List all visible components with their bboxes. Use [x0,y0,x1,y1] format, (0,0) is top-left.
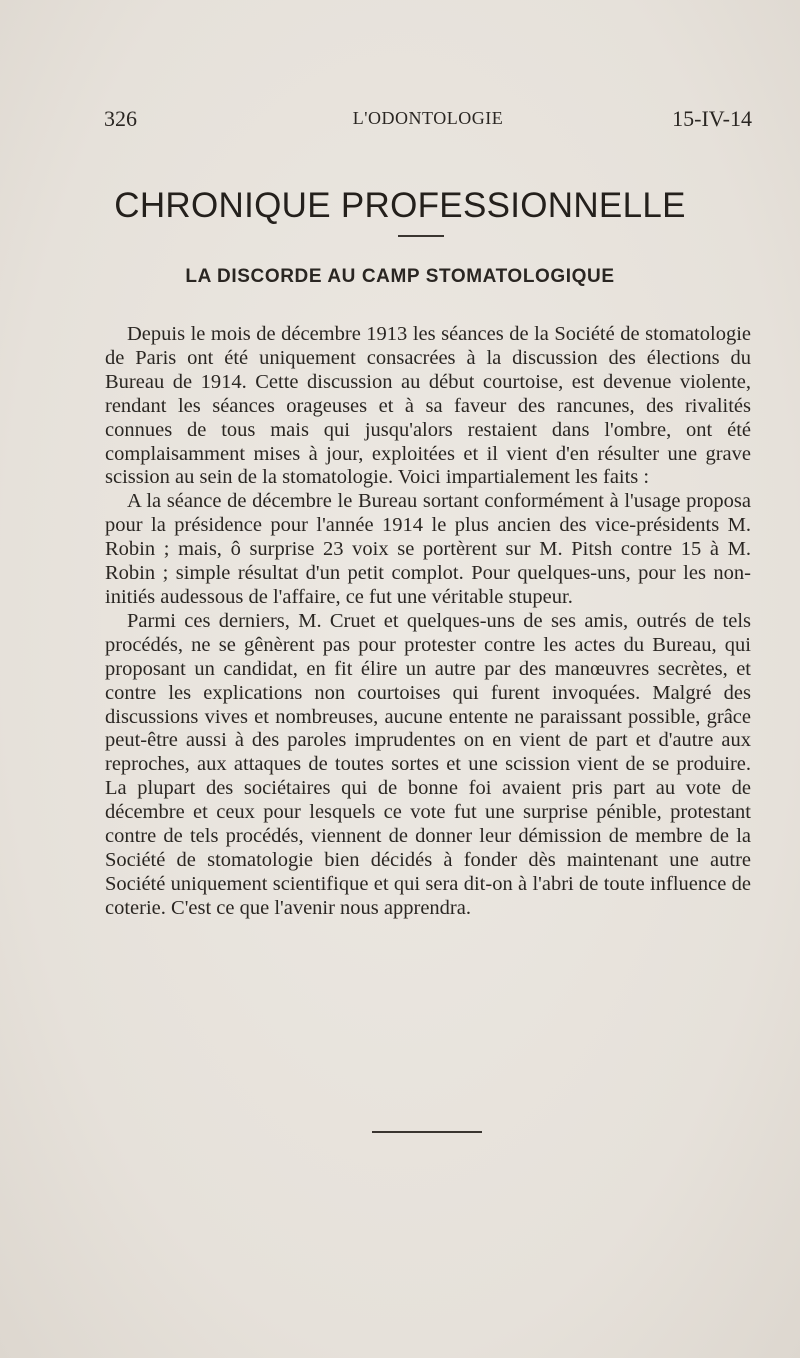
article-title: LA DISCORDE AU CAMP STOMATOLOGIQUE [185,266,615,287]
issue-date: 15-IV-14 [672,106,752,131]
paragraph: A la séance de décembre le Bureau sortant conformément à l'usage proposa pour la présidence pour l'année 1914 le plus ancien des vice-présidents M. Robin ; mais, ô surprise 23 voix se portèrent sur M. Pitsh contre 15 à M. Robin ; simple résultat d'un petit complot. Pour quelques-uns, pour les non-initiés audessous de l'affaire, ce fut une véritable stupeur. [105,490,751,608]
paragraph: Depuis le mois de décembre 1913 les séances de la Société de stomatologie de Paris ont été uniquement consacrées à la discussion des élections du Bureau de 1914. Cette discussion au début courtoise, est devenue violente, rendant les séances orageuses et à sa faveur des rancunes, des rivalités connues de tous mais qui jusqu'alors restaient dans l'ombre, ont été complaisamment mises à jour, exploitées et il vient d'en résulter une grave scission au sein de la stomatologie. Voici impartialement les faits : [105,323,751,489]
title-divider [398,235,444,237]
page-number: 326 [104,106,137,131]
journal-title: L'ODONTOLOGIE [352,108,504,128]
running-head [104,106,752,136]
end-divider [372,1131,482,1133]
section-title: CHRONIQUE PROFESSIONNELLE [114,186,686,225]
article-body [105,323,751,921]
paragraph: Parmi ces derniers, M. Cruet et quelques-uns de ses amis, outrés de tels procédés, ne se gênèrent pas pour protester contre les actes du Bureau, qui proposant un candidat, en fit élire un autre par des manœuvres secrètes, et contre les explications non courtoises qui furent invoquées. Malgré des discussions vives et nombreuses, aucune entente ne paraissant possible, grâce peut-être aussi à des paroles imprudentes on en vient de part et d'autre aux reproches, aux attaques de toutes sortes et une scission vient de se produire. La plupart des sociétaires qui de bonne foi avaient pris part au vote de décembre et ceux pour lesquels ce vote fut une surprise pénible, protestant contre de tels procédés, viennent de donner leur démission de membre de la Société de stomatologie bien décidés à fonder dès maintenant une autre Société uniquement scientifique et qui sera dit-on à l'abri de toute influence de coterie. C'est ce que l'avenir nous apprendra. [105,609,751,919]
